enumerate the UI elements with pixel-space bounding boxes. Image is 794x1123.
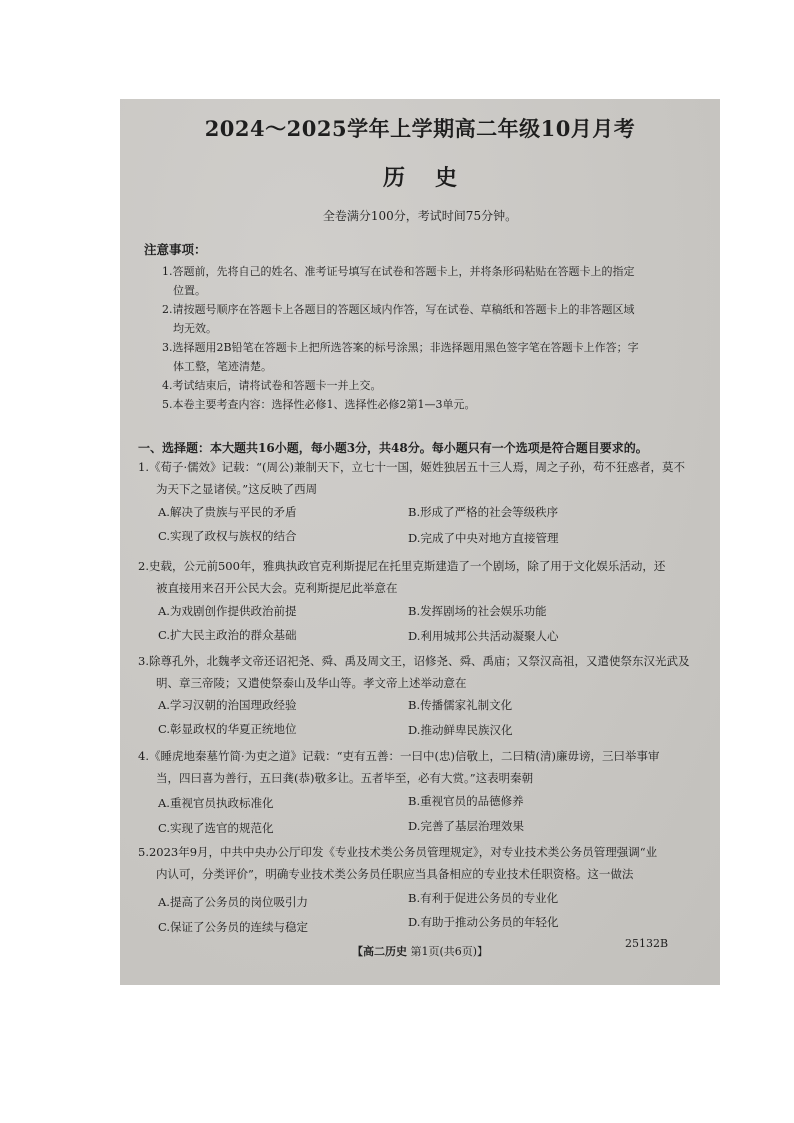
option-a: A.提高了公务员的岗位吸引力 bbox=[158, 895, 308, 909]
notice-item-cont: 体工整，笔迹清楚。 bbox=[173, 360, 272, 373]
section-heading: 一、选择题：本大题共16小题，每小题3分，共48分。每小题只有一个选项是符合题目要求的。 bbox=[138, 441, 648, 455]
notice-list bbox=[162, 262, 692, 414]
question-5: 5.2023年9月，中共中央办公厅印发《专业技术类公务员管理规定》，对专业技术类公务员管理强调“业 内认可，分类评价”，明确专业技术类公务员任职应当具备相应的专业技术任职资格。这一做法 bbox=[138, 845, 658, 881]
notice-item-cont: 位置。 bbox=[173, 284, 206, 297]
notice-heading: 注意事项： bbox=[144, 242, 207, 257]
option-c: C.彰显政权的华夏正统地位 bbox=[158, 722, 297, 736]
paper-code: 25132B bbox=[625, 937, 669, 950]
footer-page: 第1页(共6页)】 bbox=[410, 945, 489, 958]
option-a: A.重视官员执政标准化 bbox=[158, 796, 274, 810]
footer-label: 【高二历史 bbox=[351, 945, 407, 958]
exam-meta: 全卷满分100分，考试时间75分钟。 bbox=[322, 209, 518, 223]
option-d: D.完善了基层治理效果 bbox=[408, 819, 524, 833]
notice-item-cont: 均无效。 bbox=[173, 322, 217, 335]
option-d: D.利用城邦公共活动凝聚人心 bbox=[408, 629, 559, 643]
option-c: C.实现了政权与族权的结合 bbox=[158, 529, 297, 543]
option-b: B.重视官员的品德修养 bbox=[408, 794, 524, 808]
exam-title: 2024～2025学年上学期高二年级10月月考 bbox=[204, 116, 636, 141]
option-b: B.发挥剧场的社会娱乐功能 bbox=[408, 604, 547, 618]
question-1: 1.《荀子·儒效》记载：“(周公)兼制天下，立七十一国，姬姓独居五十三人焉，周之子孙，苟不狂惑者，莫不 为天下之显诸侯。”这反映了西周 bbox=[138, 460, 685, 496]
notice-item: 2.请按题号顺序在答题卡上各题目的答题区域内作答，写在试卷、草稿纸和答题卡上的非答题区域 bbox=[162, 303, 635, 316]
option-d: D.推动鲜卑民族汉化 bbox=[408, 723, 513, 737]
option-a: A.学习汉朝的治国理政经验 bbox=[158, 698, 297, 712]
option-b: B.形成了严格的社会等级秩序 bbox=[408, 505, 559, 519]
notice-item: 4.考试结束后，请将试卷和答题卡一并上交。 bbox=[162, 379, 382, 392]
option-b: B.传播儒家礼制文化 bbox=[408, 698, 513, 712]
option-a: A.为戏剧创作提供政治前提 bbox=[158, 604, 297, 618]
option-d: D.有助于推动公务员的年轻化 bbox=[408, 915, 559, 929]
notice-item: 5.本卷主要考查内容：选择性必修1、选择性必修2第1—3单元。 bbox=[162, 398, 476, 411]
question-2: 2.史载，公元前500年，雅典执政官克利斯提尼在托里克斯建造了一个剧场，除了用于文化娱乐活动，还 被直接用来召开公民大会。克利斯提尼此举意在 bbox=[138, 559, 666, 595]
option-c: C.保证了公务员的连续与稳定 bbox=[158, 920, 309, 934]
subject-title: 历史 bbox=[382, 165, 487, 191]
notice-item: 3.选择题用2B铅笔在答题卡上把所选答案的标号涂黑；非选择题用黑色签字笔在答题卡上作答；字 bbox=[162, 341, 639, 354]
option-c: C.实现了选官的规范化 bbox=[158, 821, 274, 835]
option-b: B.有利于促进公务员的专业化 bbox=[408, 891, 559, 905]
option-c: C.扩大民主政治的群众基础 bbox=[158, 628, 297, 642]
notice-item: 1.答题前，先将自己的姓名、准考证号填写在试卷和答题卡上，并将条形码粘贴在答题卡上的指定 bbox=[162, 265, 635, 278]
question-4: 4.《睡虎地秦墓竹简·为吏之道》记载：“吏有五善：一曰中(忠)信敬上，二曰精(清)廉毋谤，三曰举事审 当，四曰喜为善行，五曰龚(恭)敬多让。五者毕至，必有大赏。”这表明秦朝 bbox=[138, 749, 660, 785]
option-d: D.完成了中央对地方直接管理 bbox=[408, 531, 559, 545]
exam-paper-sheet bbox=[120, 99, 720, 985]
option-a: A.解决了贵族与平民的矛盾 bbox=[158, 505, 297, 519]
question-3: 3.除尊孔外，北魏孝文帝还诏祀尧、舜、禹及周文王，诏修尧、舜、禹庙；又祭汉高祖，又遣使祭东汉光武及 明、章三帝陵；又遣使祭泰山及华山等。孝文帝上述举动意在 bbox=[138, 654, 690, 690]
